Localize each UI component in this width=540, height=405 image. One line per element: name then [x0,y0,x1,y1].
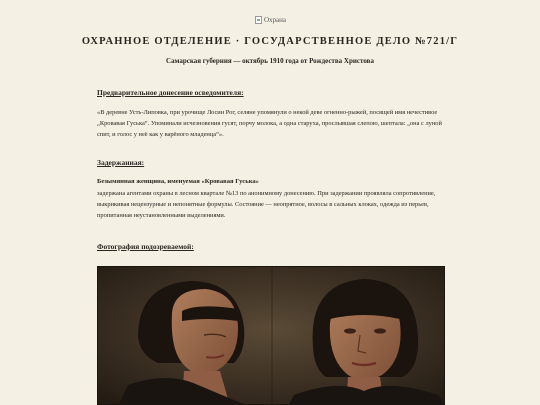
document-subtitle: Самарская губерния — октябрь 1910 года от Рождества Христова [166,57,374,65]
report-heading: Предварительное донесение осведомителя: [97,88,244,97]
detained-heading: Задержанная: [97,158,145,167]
report-text: «В деревне Усть-Липовка, при урочище Лосин Рог, селяне упомянули о некой деве огненно-рыжей, посящей имя нечестивое „Кровавая Гуська“. Упоминали исчезновения гусят, порчу молока, а одна старуха, прослывшая слепою, шептала: „она с луной спит, и голос у неё как у варёного младенца“». [97,109,442,139]
logo-alt-text: Охрана [264,16,287,24]
broken-logo-image [255,16,286,24]
photo-heading: Фотография подозреваемой: [97,242,194,251]
suspect-mugshot-photo [97,266,445,405]
document-title: ОХРАННОЕ ОТДЕЛЕНИЕ · ГОСУДАРСТВЕННОЕ ДЕЛО №721/Г [81,36,459,47]
detained-text: задержана агентами охраны в лесном квартале №13 по анонимному донесению. При задержании проявляла сопротивление, выкрикивая нецензурные и непонятные формулы. Состояние — неопрятное, волосы в сальных клоках, одежда из перьев, пропитанная неустановленными выделениями. [97,190,436,220]
detained-name: Безымянная женщина, именуемая «Кровавая Гуська» [97,178,259,185]
mugshot-illustration [98,267,445,405]
broken-image-icon [255,16,262,24]
